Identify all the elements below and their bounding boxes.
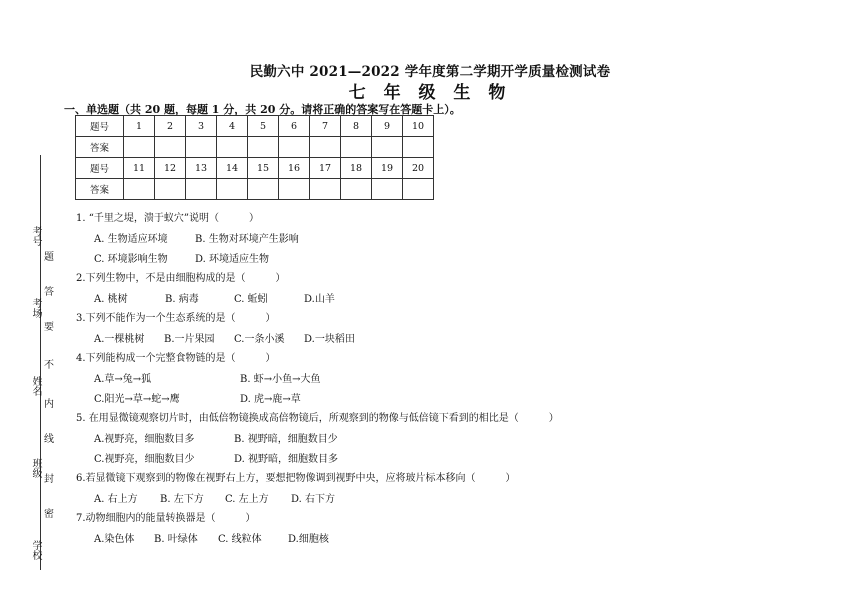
seal-char: 题	[44, 252, 54, 263]
answer-cell[interactable]	[403, 179, 434, 200]
option[interactable]: A.草→兔→狐	[94, 374, 152, 385]
question-stem: 3.下列不能作为一个生态系统的是（ ）	[76, 313, 276, 324]
question-options	[94, 250, 794, 264]
question-number: 1	[124, 116, 155, 137]
option[interactable]: D. 虎→鹿→草	[240, 394, 301, 405]
option[interactable]: B. 病毒	[165, 294, 199, 305]
field-school: 学校	[30, 540, 41, 560]
seal-char: 不	[44, 360, 54, 371]
option[interactable]: C. 左上方	[225, 494, 269, 505]
answer-cell[interactable]	[155, 179, 186, 200]
question-stem: 7.动物细胞内的能量转换器是（ ）	[76, 513, 256, 524]
option[interactable]: C.一条小溪	[234, 334, 285, 345]
row-label: 题号	[76, 116, 124, 137]
option[interactable]: D. 右下方	[291, 494, 336, 505]
question-number: 8	[341, 116, 372, 137]
option[interactable]: B. 虾→小鱼→大鱼	[240, 374, 321, 385]
answer-cell[interactable]	[248, 137, 279, 158]
question-number: 16	[279, 158, 310, 179]
question-number: 14	[217, 158, 248, 179]
table-row	[76, 116, 434, 137]
exam-title: 民勤六中 2021—2022 学年度第二学期开学质量检测试卷	[249, 64, 611, 80]
option[interactable]: A. 桃树	[94, 294, 128, 305]
question-options	[94, 530, 794, 544]
question-options	[94, 290, 794, 304]
question-number: 7	[310, 116, 341, 137]
question-number: 12	[155, 158, 186, 179]
question-number: 2	[155, 116, 186, 137]
question-options	[94, 390, 794, 404]
answer-cell[interactable]	[310, 179, 341, 200]
option[interactable]: A.视野亮，细胞数目多	[94, 434, 195, 445]
answer-cell[interactable]	[279, 179, 310, 200]
question-number: 15	[248, 158, 279, 179]
option[interactable]: A.染色体	[94, 534, 135, 545]
option[interactable]: B. 叶绿体	[154, 534, 198, 545]
field-name: 姓名	[30, 376, 41, 396]
question-stem: 5. 在用显微镜观察切片时，由低倍物镜换成高倍物镜后，所观察到的物像与低倍镜下看到的相比是（ ）	[76, 413, 559, 424]
seal-char: 密	[44, 509, 54, 520]
question-number: 20	[403, 158, 434, 179]
answer-cell[interactable]	[186, 179, 217, 200]
option[interactable]: B. 视野暗，细胞数目少	[234, 434, 338, 445]
answer-cell[interactable]	[279, 137, 310, 158]
answer-cell[interactable]	[124, 179, 155, 200]
option[interactable]: C. 蚯蚓	[234, 294, 268, 305]
answer-cell[interactable]	[341, 137, 372, 158]
question-number: 10	[403, 116, 434, 137]
question-options	[94, 450, 794, 464]
option[interactable]: D.山羊	[304, 294, 335, 305]
question-number: 4	[217, 116, 248, 137]
option[interactable]: A. 右上方	[94, 494, 138, 505]
question-options	[94, 330, 794, 344]
answer-cell[interactable]	[217, 179, 248, 200]
seal-char: 内	[44, 399, 54, 410]
seal-char: 线	[44, 434, 54, 445]
question-number: 18	[341, 158, 372, 179]
option[interactable]: B. 左下方	[160, 494, 204, 505]
answer-cell[interactable]	[310, 137, 341, 158]
answer-cell[interactable]	[403, 137, 434, 158]
table-row	[76, 137, 434, 158]
question-number: 13	[186, 158, 217, 179]
option[interactable]: D. 环境适应生物	[195, 254, 270, 265]
question-options	[94, 230, 794, 244]
option[interactable]: A. 生物适应环境	[94, 234, 168, 245]
seal-char: 答	[44, 287, 54, 298]
question-stem: 2.下列生物中，不是由细胞构成的是（ ）	[76, 273, 286, 284]
question-number: 17	[310, 158, 341, 179]
answer-table	[75, 115, 434, 200]
answer-cell[interactable]	[124, 137, 155, 158]
answer-cell[interactable]	[248, 179, 279, 200]
answer-label: 答案	[76, 137, 124, 158]
option[interactable]: D. 视野暗，细胞数目多	[234, 454, 339, 465]
option[interactable]: C.阳光→草→蛇→鹰	[94, 394, 180, 405]
field-exam-number: 考号	[30, 226, 41, 246]
question-options	[94, 370, 794, 384]
answer-cell[interactable]	[186, 137, 217, 158]
option[interactable]: A.一棵桃树	[94, 334, 145, 345]
table-row	[76, 158, 434, 179]
field-exam-room: 考场	[30, 298, 41, 318]
option[interactable]: D.一块稻田	[304, 334, 355, 345]
option[interactable]: D.细胞核	[288, 534, 329, 545]
question-number: 11	[124, 158, 155, 179]
option[interactable]: C. 环境影响生物	[94, 254, 168, 265]
question-stem: 6.若显微镜下观察到的物像在视野右上方，要想把物像调到视野中央，应将玻片标本移向（ ）	[76, 473, 516, 484]
table-row	[76, 179, 434, 200]
question-stem: 1. “千里之堤，溃于蚁穴”说明（ ）	[76, 213, 259, 224]
question-options	[94, 430, 794, 444]
exam-subtitle: 七 年 级 生 物	[348, 83, 512, 103]
question-number: 5	[248, 116, 279, 137]
answer-cell[interactable]	[217, 137, 248, 158]
question-number: 6	[279, 116, 310, 137]
answer-cell[interactable]	[341, 179, 372, 200]
section-heading: 一、单选题（共 20 题，每题 1 分，共 20 分。请将正确的答案写在答题卡上）。	[64, 103, 461, 116]
seal-char: 封	[44, 474, 54, 485]
option[interactable]: B.一片果园	[164, 334, 215, 345]
question-number: 3	[186, 116, 217, 137]
option[interactable]: C. 线粒体	[218, 534, 262, 545]
answer-cell[interactable]	[155, 137, 186, 158]
answer-cell[interactable]	[372, 137, 403, 158]
question-options	[94, 490, 794, 504]
binding-line	[40, 155, 42, 570]
option[interactable]: C.视野亮，细胞数目少	[94, 454, 195, 465]
row-label: 题号	[76, 158, 124, 179]
question-number: 9	[372, 116, 403, 137]
seal-char: 要	[44, 322, 54, 333]
answer-cell[interactable]	[372, 179, 403, 200]
option[interactable]: B. 生物对环境产生影响	[195, 234, 299, 245]
question-stem: 4.下列能构成一个完整食物链的是（ ）	[76, 353, 276, 364]
question-number: 19	[372, 158, 403, 179]
field-class: 班级	[30, 458, 41, 478]
answer-label: 答案	[76, 179, 124, 200]
